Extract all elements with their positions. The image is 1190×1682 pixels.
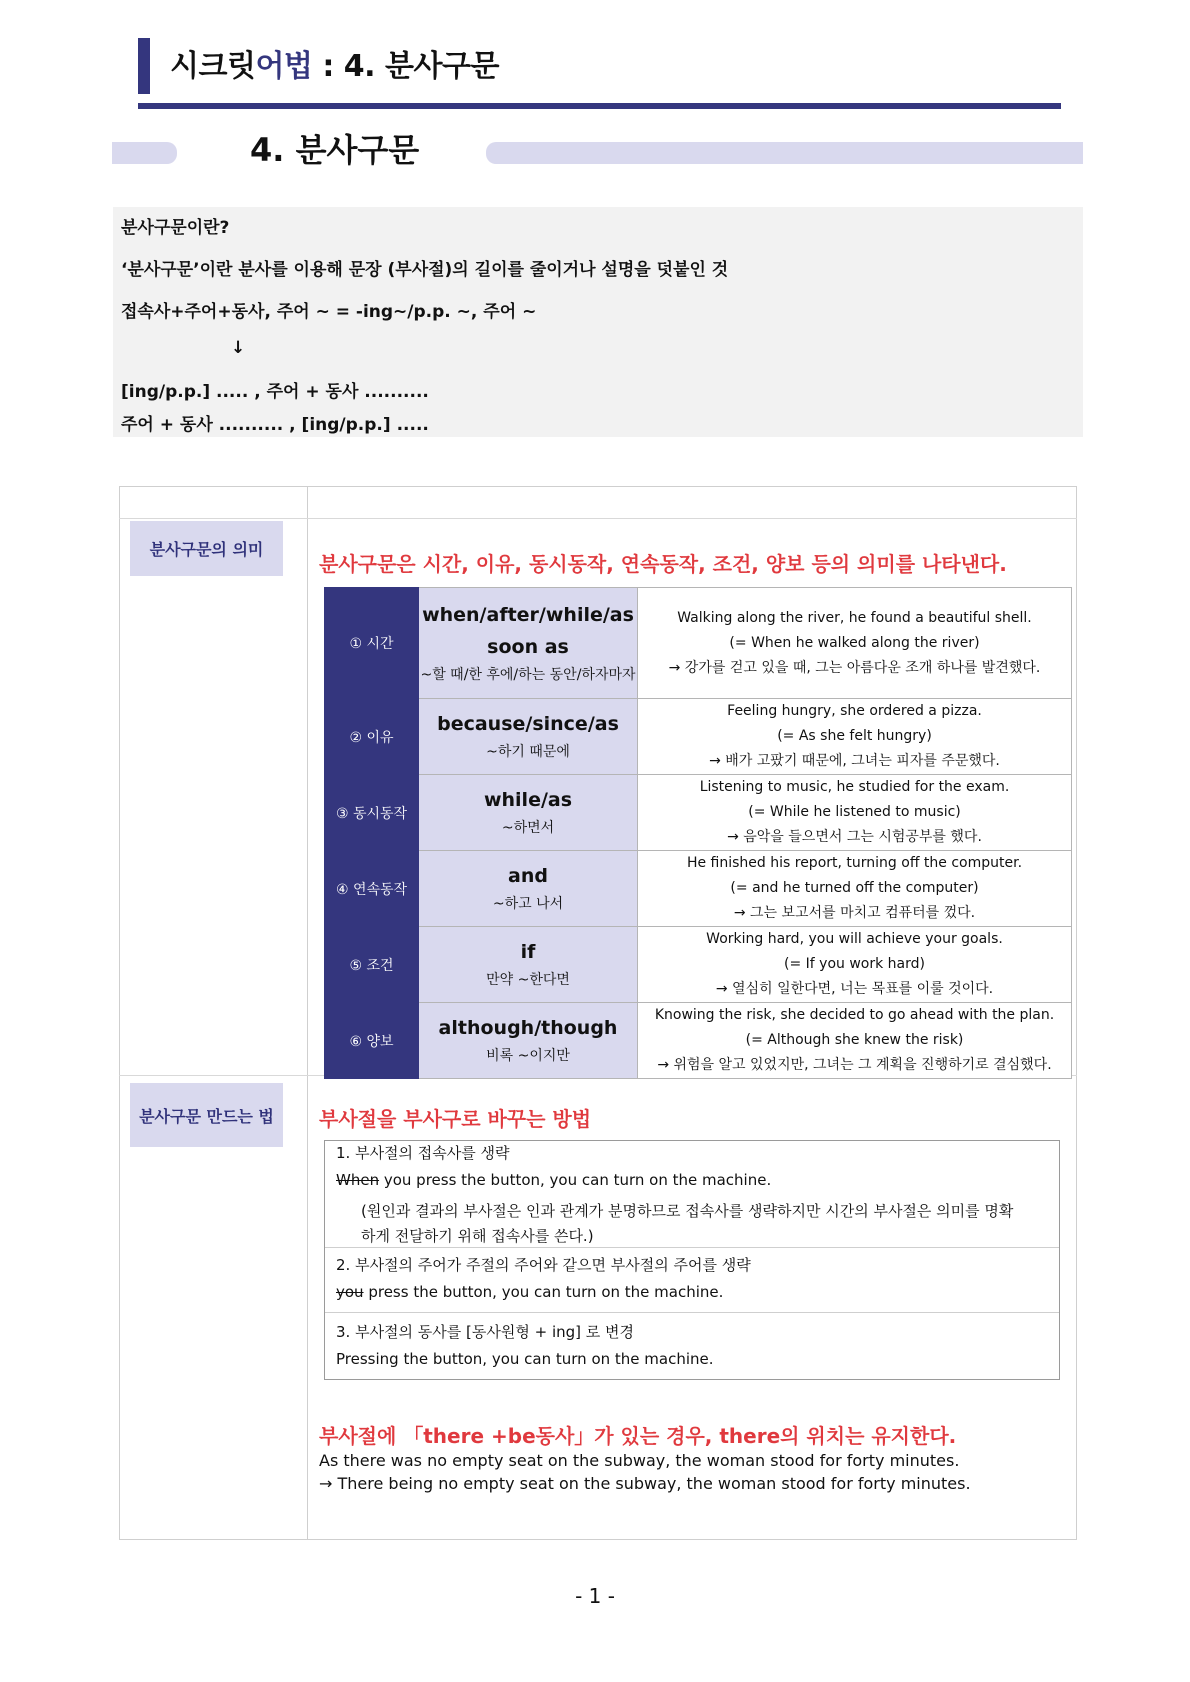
howto-label: 분사구문 만드는 법 — [130, 1083, 283, 1147]
section-band-left — [112, 142, 177, 164]
step1-note-line1: (원인과 결과의 부사절은 인과 관계가 분명하므로 접속사를 생략하지만 시간의 부사절은 의미를 명확 — [361, 1202, 1014, 1220]
step1-example: When you press the button, you can turn on the machine. — [336, 1171, 772, 1189]
step1-title: 1. 부사절의 접속사를 생략 — [336, 1144, 510, 1162]
table-row — [325, 927, 1072, 1003]
table-row — [325, 1003, 1072, 1079]
example-cell: Working hard, you will achieve your goals. (= If you work hard) → 열심히 일한다면, 너는 목표를 이룰 것이다. — [638, 927, 1072, 1003]
table-row — [325, 775, 1072, 851]
step1-note-line2: 하게 전달하기 위해 접속사를 쓴다.) — [361, 1227, 594, 1245]
table-row — [325, 699, 1072, 775]
category-cell: ② 이유 — [325, 699, 419, 775]
example-cell: Listening to music, he studied for the exam. (= While he listened to music) → 음악을 들으면서 그는 시험공부를 했다. — [638, 775, 1072, 851]
step-separator — [325, 1312, 1059, 1313]
conjunction-cell: because/since/as ~하기 때문에 — [419, 699, 638, 775]
page-number: - 1 - — [575, 1584, 615, 1608]
header-title: 시크릿어법 : 4. 분사구문 — [170, 49, 499, 84]
howto-steps-box — [324, 1140, 1060, 1380]
intro-pattern-2: 주어 + 동사 .......... , [ing/p.p.] ..... — [121, 415, 429, 435]
intro-pattern-1: [ing/p.p.] ..... , 주어 + 동사 .......... — [121, 382, 429, 402]
step-separator — [325, 1247, 1059, 1248]
conjunction-cell: and ~하고 나서 — [419, 851, 638, 927]
header-accent-bar — [138, 38, 150, 94]
section-title: 4. 분사구문 — [250, 131, 420, 169]
content-table-divider — [307, 486, 308, 1540]
table-row-separator — [119, 518, 1077, 519]
example-cell: Feeling hungry, she ordered a pizza. (= As she felt hungry) → 배가 고팠기 때문에, 그녀는 피자를 주문했다. — [638, 699, 1072, 775]
step3-title: 3. 부사절의 동사를 [동사원형 + ing] 로 변경 — [336, 1323, 635, 1341]
intro-down-arrow: ↓ — [231, 338, 246, 358]
conjunction-cell: although/though 비록 ~이지만 — [419, 1003, 638, 1079]
example-cell: He finished his report, turning off the computer. (= and he turned off the computer) → 그는 보고서를 마치고 컴퓨터를 껐다. — [638, 851, 1072, 927]
meaning-headline: 분사구문은 시간, 이유, 동시동작, 연속동작, 조건, 양보 등의 의미를 나타낸다. — [319, 552, 1007, 576]
conjunction-cell: while/as ~하면서 — [419, 775, 638, 851]
example-cell: Walking along the river, he found a beautiful shell. (= When he walked along the river) → 강가를 걷고 있을 때, 그는 아름다운 조개 하나를 발견했다. — [638, 588, 1072, 699]
intro-question: 분사구문이란? — [121, 218, 230, 238]
category-cell: ⑤ 조건 — [325, 927, 419, 1003]
table-row — [325, 851, 1072, 927]
meaning-table — [324, 587, 1072, 1079]
intro-box — [113, 207, 1083, 437]
there-example-1: As there was no empty seat on the subway, the woman stood for forty minutes. — [319, 1451, 960, 1470]
intro-formula: 접속사+주어+동사, 주어 ~ = -ing~/p.p. ~, 주어 ~ — [121, 302, 537, 322]
category-cell: ④ 연속동작 — [325, 851, 419, 927]
example-cell: Knowing the risk, she decided to go ahead with the plan. (= Although she knew the risk) → 위험을 알고 있었지만, 그녀는 그 계획을 진행하기로 결심했다. — [638, 1003, 1072, 1079]
header-underline — [138, 103, 1061, 109]
step2-title: 2. 부사절의 주어가 주절의 주어와 같으면 부사절의 주어를 생략 — [336, 1256, 751, 1274]
step3-example: Pressing the button, you can turn on the machine. — [336, 1350, 714, 1368]
howto-headline: 부사절을 부사구로 바꾸는 방법 — [319, 1107, 592, 1131]
category-cell: ⑥ 양보 — [325, 1003, 419, 1079]
category-cell: ① 시간 — [325, 588, 419, 699]
meaning-label: 분사구문의 의미 — [130, 521, 283, 576]
there-example-2: → There being no empty seat on the subway, the woman stood for forty minutes. — [319, 1474, 971, 1493]
intro-definition: ‘분사구문’이란 분사를 이용해 문장 (부사절)의 길이를 줄이거나 설명을 덧붙인 것 — [121, 260, 729, 280]
step2-example: you press the button, you can turn on the machine. — [336, 1283, 724, 1301]
conjunction-cell: if 만약 ~한다면 — [419, 927, 638, 1003]
conjunction-cell: when/after/while/as soon as ~할 때/한 후에/하는 동안/하자마자 — [419, 588, 638, 699]
there-headline: 부사절에 「there +be동사」가 있는 경우, there의 위치는 유지한다. — [319, 1424, 957, 1448]
section-band-right — [486, 142, 1083, 164]
category-cell: ③ 동시동작 — [325, 775, 419, 851]
table-row — [325, 588, 1072, 699]
